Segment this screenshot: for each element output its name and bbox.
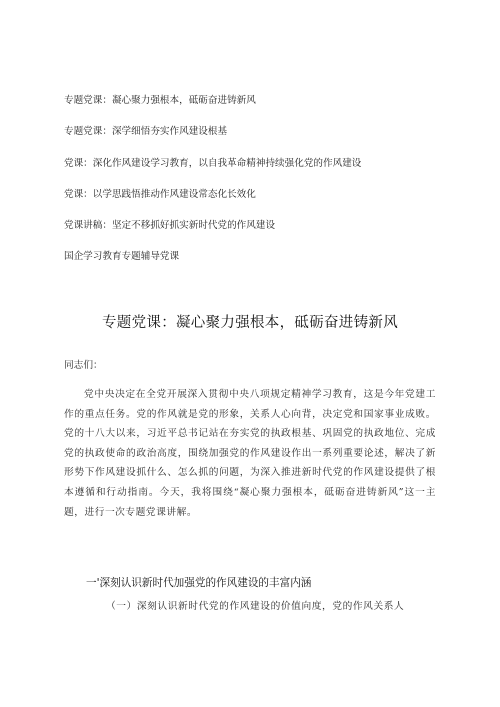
document-title: 专题党课：凝心聚力强根本，砥砺奋进铸新风 xyxy=(102,315,398,331)
toc-item: 国企学习教育专题辅导党课 xyxy=(64,251,180,263)
section-heading: 一'深刻认识新时代加强党的作风建设的丰富内涵 xyxy=(86,577,312,589)
sub-section-paragraph: （一）深刻认识新时代党的作风建设的价值向度，党的作风关系人 xyxy=(106,601,405,612)
body-paragraph: 党中央决定在全党开展深入贯彻中央八项规定精神学习教育，这是今年党建工作的重点任务。党的作风就是党的形象，关系人心向背，决定党和国家事业成败。党的十八大以来，习近平总书记站在夯实党的执政根基、巩固党的执政地位、完成党的执政使命的政治高度，围绕加强党的作风建设作出一系列重要论述，解决了新形势下作风建设抓什么、怎么抓的问题，为深入推进新时代党的作风建设提供了根本遵循和行动指南。今天，我将围绕“凝心聚力强根本，砥砺奋进铸新风”这一主题，进行一次专题党课讲解。 xyxy=(64,389,436,518)
toc-item: 党课：深化作风建设学习教育，以自我革命精神持续强化党的作风建设 xyxy=(64,157,362,169)
table-of-contents xyxy=(64,94,464,282)
toc-item: 党课：以学思践悟推动作风建设常态化长效化 xyxy=(64,188,256,200)
toc-item: 专题党课：深学细悟夯实作风建设根基 xyxy=(64,126,228,138)
toc-item: 党课讲稿：坚定不移抓好抓实新时代党的作风建设 xyxy=(64,220,276,232)
toc-item: 专题党课：凝心聚力强根本，砥砺奋进铸新风 xyxy=(64,95,256,106)
greeting: 同志们： xyxy=(64,360,103,371)
